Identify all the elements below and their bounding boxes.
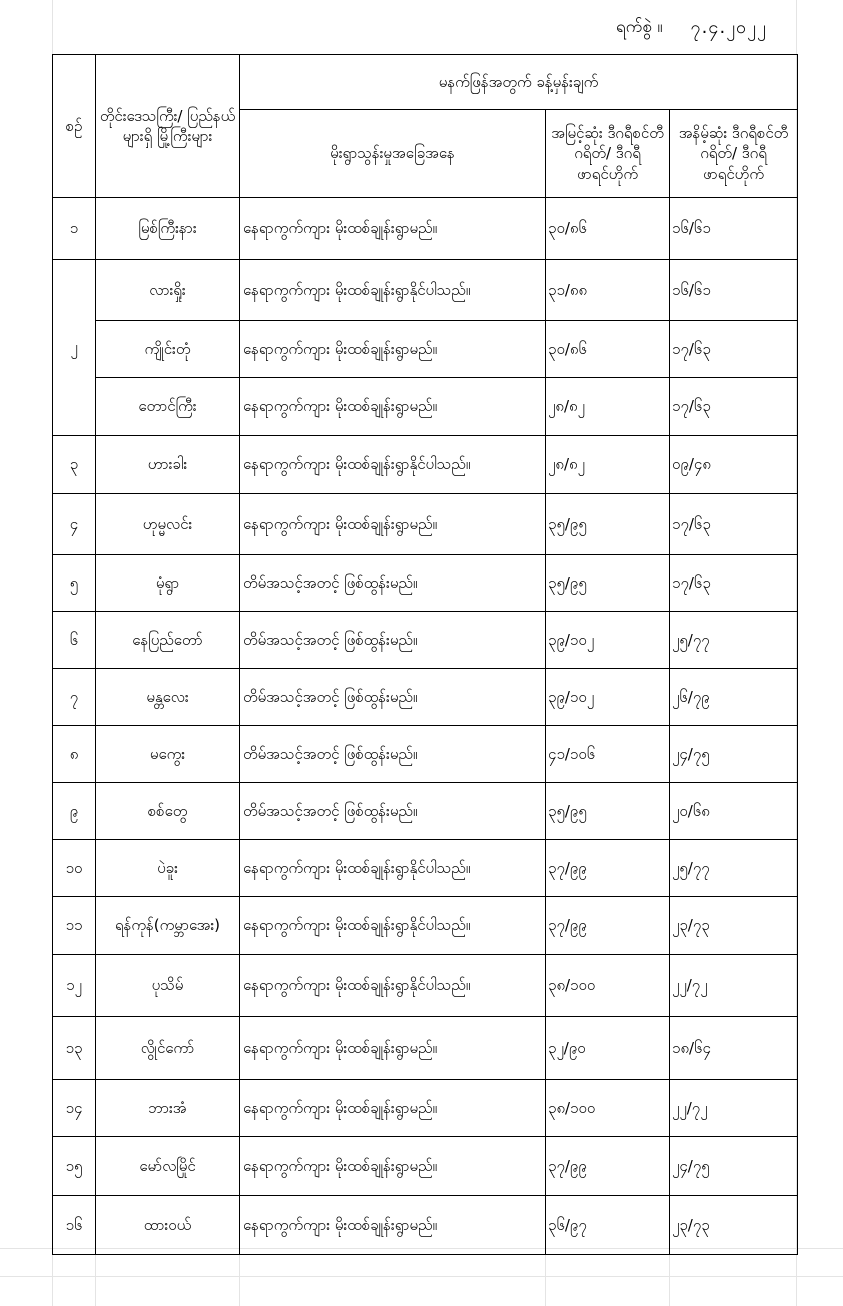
row-number: ၂: [53, 260, 96, 436]
rain-condition: နေရာကွက်ကျား မိုးထစ်ချုန်းရွာမည်။: [240, 1080, 546, 1137]
max-temp: ၃၈/၁၀၀: [546, 1080, 670, 1137]
table-row: [53, 1196, 798, 1255]
row-number: ၆: [53, 612, 96, 669]
max-temp: ၃၀/၈၆: [546, 321, 670, 378]
rain-condition: တိမ်အသင့်အတင့် ဖြစ်ထွန်းမည်။: [240, 726, 546, 783]
rain-condition: နေရာကွက်ကျား မိုးထစ်ချုန်းရွာနိုင်ပါသည်။: [240, 840, 546, 897]
min-temp: ၁၈/၆၄: [670, 1017, 798, 1080]
city-name: ကျိုင်းတုံ: [96, 321, 240, 378]
city-name: ရန်ကုန်(ကမ္ဘာအေး): [96, 897, 240, 955]
table-row: [53, 783, 798, 840]
max-temp: ၃၉/၁၀၂: [546, 612, 670, 669]
max-temp: ၃၈/၁၀၀: [546, 955, 670, 1017]
min-temp: ၁၇/၆၃: [670, 321, 798, 378]
rain-condition: နေရာကွက်ကျား မိုးထစ်ချုန်းရွာမည်။: [240, 1196, 546, 1255]
min-temp: ၂၂/၇၂: [670, 955, 798, 1017]
city-name: တောင်ကြီး: [96, 378, 240, 436]
row-number: ၅: [53, 555, 96, 612]
date-label: ရက်စွဲ ။: [616, 16, 663, 37]
rain-condition: နေရာကွက်ကျား မိုးထစ်ချုန်းရွာနိုင်ပါသည်။: [240, 955, 546, 1017]
row-number: ၁၃: [53, 1017, 96, 1080]
row-number: ၁၆: [53, 1196, 96, 1255]
row-number: ၉: [53, 783, 96, 840]
rain-condition: နေရာကွက်ကျား မိုးထစ်ချုန်းရွာနိုင်ပါသည်။: [240, 897, 546, 955]
max-temp: ၂၈/၈၂: [546, 378, 670, 436]
city-name: ဟားခါး: [96, 436, 240, 494]
row-number: ၁၅: [53, 1137, 96, 1196]
table-row: [53, 494, 798, 555]
min-temp: ၁၇/၆၃: [670, 494, 798, 555]
rain-condition: နေရာကွက်ကျား မိုးထစ်ချုန်းရွာနိုင်ပါသည်။: [240, 260, 546, 321]
min-temp: ၁၆/၆၁: [670, 198, 798, 260]
max-temp: ၃၅/၉၅: [546, 555, 670, 612]
row-number: ၈: [53, 726, 96, 783]
max-temp: ၃၆/၉၇: [546, 1196, 670, 1255]
header-min-temp: အနိမ့်ဆုံး ဒီဂရီစင်တီဂရိတ်/ ဒီဂရီဖာရင်ဟိုက်: [670, 110, 798, 198]
row-number: ၁၄: [53, 1080, 96, 1137]
min-temp: ၂၄/၇၅: [670, 1137, 798, 1196]
table-row: [53, 321, 798, 378]
rain-condition: နေရာကွက်ကျား မိုးထစ်ချုန်းရွာမည်။: [240, 494, 546, 555]
row-number: ၄: [53, 494, 96, 555]
header-condition: မိုးရွာသွန်းမှုအခြေအနေ: [240, 110, 546, 198]
row-number: ၃: [53, 436, 96, 494]
row-number: ၁၀: [53, 840, 96, 897]
row-number: ၁၁: [53, 897, 96, 955]
city-name: ထားဝယ်: [96, 1196, 240, 1255]
table-row: [53, 612, 798, 669]
forecast-table: [52, 54, 798, 1255]
table-row: [53, 436, 798, 494]
grid-line: [545, 1248, 546, 1306]
city-name: မန္တလေး: [96, 669, 240, 726]
rain-condition: နေရာကွက်ကျား မိုးထစ်ချုန်းရွာနိုင်ပါသည်။: [240, 436, 546, 494]
table-row: [53, 1137, 798, 1196]
city-name: မြစ်ကြီးနား: [96, 198, 240, 260]
city-name: ပဲခူး: [96, 840, 240, 897]
table-row: [53, 555, 798, 612]
table-row: [53, 198, 798, 260]
table-row: [53, 669, 798, 726]
rain-condition: နေရာကွက်ကျား မိုးထစ်ချုန်းရွာမည်။: [240, 321, 546, 378]
rain-condition: တိမ်အသင့်အတင့် ဖြစ်ထွန်းမည်။: [240, 783, 546, 840]
min-temp: ၂၃/၇၃: [670, 1196, 798, 1255]
rain-condition: နေရာကွက်ကျား မိုးထစ်ချုန်းရွာမည်။: [240, 1017, 546, 1080]
date-value: ၇.၄.၂၀၂၂: [690, 16, 767, 38]
max-temp: ၃၅/၉၅: [546, 494, 670, 555]
table-row: [53, 378, 798, 436]
min-temp: ၁၆/၆၁: [670, 260, 798, 321]
max-temp: ၃၇/၉၉: [546, 1137, 670, 1196]
rain-condition: နေရာကွက်ကျား မိုးထစ်ချုန်းရွာမည်။: [240, 378, 546, 436]
rain-condition: တိမ်အသင့်အတင့် ဖြစ်ထွန်းမည်။: [240, 669, 546, 726]
min-temp: ၂၀/၆၈: [670, 783, 798, 840]
grid-line: [239, 1248, 240, 1306]
table-row: [53, 840, 798, 897]
city-name: မကွေး: [96, 726, 240, 783]
city-name: မုံရွာ: [96, 555, 240, 612]
min-temp: ၁၇/၆၃: [670, 378, 798, 436]
max-temp: ၂၈/၈၂: [546, 436, 670, 494]
city-name: မော်လမြိုင်: [96, 1137, 240, 1196]
city-name: နေပြည်တော်: [96, 612, 240, 669]
min-temp: ၂၃/၇၃: [670, 897, 798, 955]
max-temp: ၃၁/၈၈: [546, 260, 670, 321]
max-temp: ၃၅/၉၅: [546, 783, 670, 840]
date-row: [600, 10, 800, 46]
table-row: [53, 897, 798, 955]
max-temp: ၃၇/၉၉: [546, 897, 670, 955]
grid-line: [95, 1248, 96, 1306]
city-name: စစ်တွေ: [96, 783, 240, 840]
grid-line: [0, 1276, 843, 1277]
city-name: လားရှိုး: [96, 260, 240, 321]
min-temp: ၂၆/၇၉: [670, 669, 798, 726]
row-number: ၇: [53, 669, 96, 726]
city-name: ပုသိမ်: [96, 955, 240, 1017]
header-city: တိုင်းဒေသကြီး/ ပြည်နယ်များရှိ မြို့ကြီးများ: [96, 55, 240, 198]
header-no: စဉ်: [53, 55, 96, 198]
max-temp: ၃၇/၉၉: [546, 840, 670, 897]
max-temp: ၄၁/၁၀၆: [546, 726, 670, 783]
table-row: [53, 726, 798, 783]
min-temp: ၀၉/၄၈: [670, 436, 798, 494]
grid-line: [669, 1248, 670, 1306]
min-temp: ၁၇/၆၃: [670, 555, 798, 612]
rain-condition: နေရာကွက်ကျား မိုးထစ်ချုန်းရွာမည်။: [240, 198, 546, 260]
min-temp: ၂၅/၇၇: [670, 840, 798, 897]
city-name: ဟုမ္မလင်း: [96, 494, 240, 555]
min-temp: ၂၄/၇၅: [670, 726, 798, 783]
rain-condition: နေရာကွက်ကျား မိုးထစ်ချုန်းရွာမည်။: [240, 1137, 546, 1196]
header-max-temp: အမြင့်ဆုံး ဒီဂရီစင်တီဂရိတ်/ ဒီဂရီဖာရင်ဟိုက်: [546, 110, 670, 198]
rain-condition: တိမ်အသင့်အတင့် ဖြစ်ထွန်းမည်။: [240, 555, 546, 612]
table-row: [53, 1017, 798, 1080]
table-row: [53, 260, 798, 321]
table-row: [53, 1080, 798, 1137]
city-name: လွိုင်ကော်: [96, 1017, 240, 1080]
rain-condition: တိမ်အသင့်အတင့် ဖြစ်ထွန်းမည်။: [240, 612, 546, 669]
city-name: ဘားအံ: [96, 1080, 240, 1137]
header-forecast: မနက်ဖြန်အတွက် ခန့်မှန်းချက်: [240, 55, 798, 110]
row-number: ၁၂: [53, 955, 96, 1017]
max-temp: ၃၂/၉၀: [546, 1017, 670, 1080]
min-temp: ၂၂/၇၂: [670, 1080, 798, 1137]
min-temp: ၂၅/၇၇: [670, 612, 798, 669]
table-row: [53, 955, 798, 1017]
max-temp: ၃၀/၈၆: [546, 198, 670, 260]
row-number: ၁: [53, 198, 96, 260]
max-temp: ၃၉/၁၀၂: [546, 669, 670, 726]
